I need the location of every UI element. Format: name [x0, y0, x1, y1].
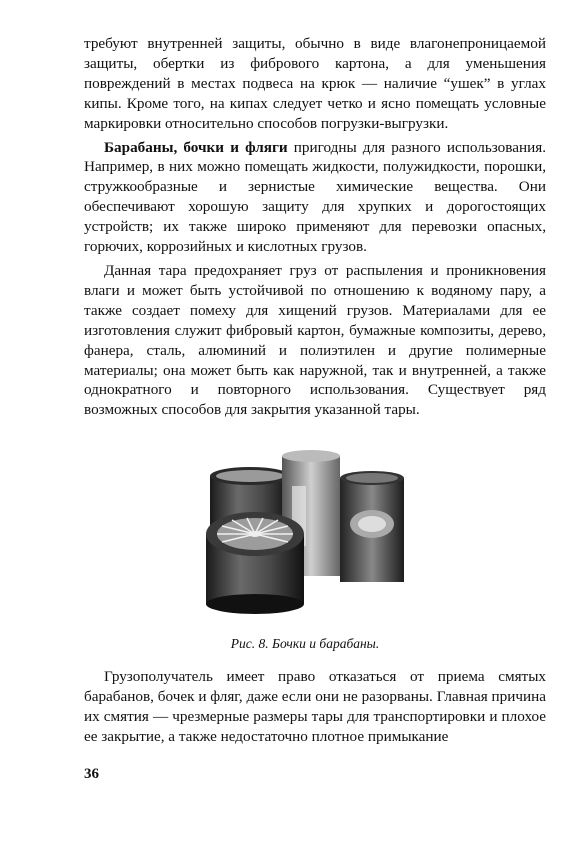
page-body-continued	[84, 667, 546, 747]
drum-right	[340, 471, 404, 582]
paragraph-4: Грузополучатель имеет право отказаться от приема смятых барабанов, бочек и фляг, даже если они не разорваны. Главная причина их смятия — чрезмерные размеры тары для транспортировки и плохое ее закрытие, а также недостаточно плотное примыкание	[84, 668, 546, 745]
page-body	[84, 34, 546, 420]
figure-caption: Рис. 8. Бочки и барабаны.	[230, 636, 380, 651]
paragraph-2-text: пригодны для разного использования. Например, в них можно помещать жидкости, полужидкости, порошки, стружкообразные и зернистые химические вещества. Они обеспечивают хорошую защиту для хрупких и дорогостоящих устройств; их также широко применяют для перевозки опасных, горючих, коррозийных и кислотных грузов.	[84, 138, 547, 256]
paragraph-1	[84, 34, 546, 134]
paragraph-2-lead: Барабаны, бочки и фляги	[104, 138, 288, 156]
figure-drums-photo	[200, 446, 412, 616]
drums-illustration	[200, 446, 412, 616]
drum-front-left	[206, 512, 304, 614]
paragraph-3-text: Данная тара предохраняет груз от распыления и проникновения влаги и может быть устойчивой по отношению к водяному пару, а также создает помеху для хищений грузов. Материалами для ее изготовления служит фибровый картон, бумажные композиты, дерево, фанера, сталь, алюминий и полиэтилен и другие полимерные материалы; она может быть как наружной, так и внутренней, а также однократного и повторного использования. Существует ряд возможных способов для закрытия указанной тары.	[84, 261, 546, 419]
paragraph-1-text: требуют внутренней защиты, обычно в виде влагонепроницаемой защиты, обертки из фибрового картона, а для уменьшения повреждений в местах подвеса на крюк — наличие “ушек” в углах кипы. Кроме того, на кипах следует четко и ясно помещать условные маркировки относительно способов погрузки-выгрузки.	[84, 35, 546, 132]
paragraph-3	[84, 261, 546, 420]
page-number: 36	[84, 766, 99, 782]
paragraph-2	[84, 138, 546, 257]
